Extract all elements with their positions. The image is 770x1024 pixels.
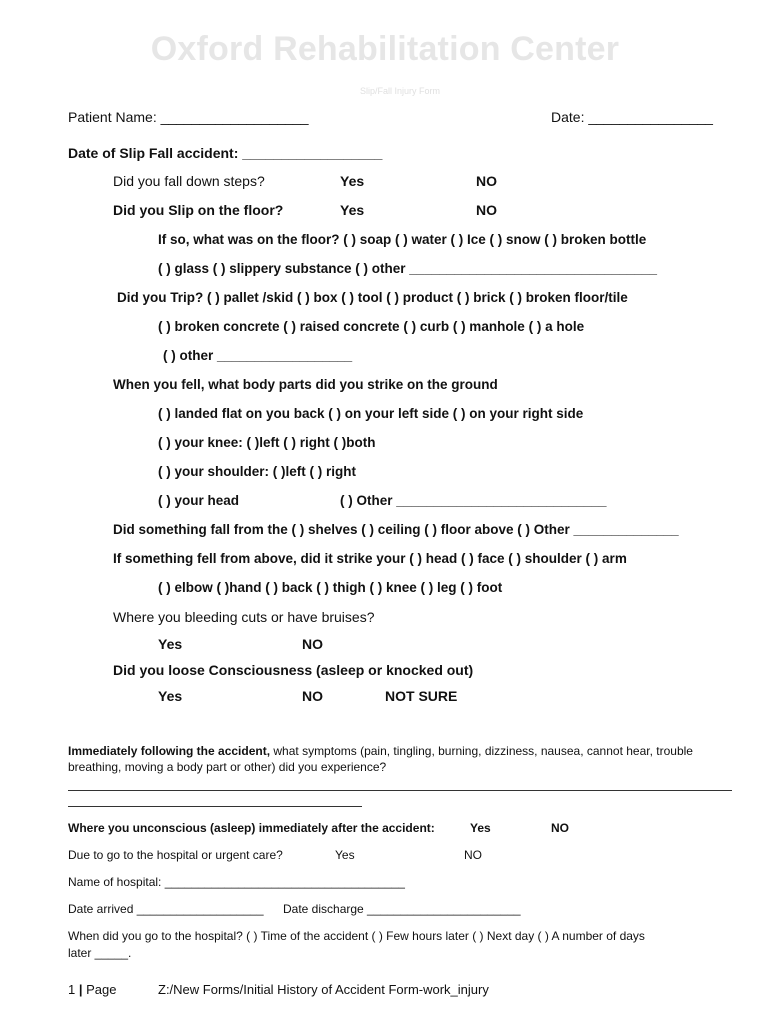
- symptoms-lead: Immediately following the accident,: [68, 744, 271, 758]
- bleeding-question: Where you bleeding cuts or have bruises?: [113, 609, 375, 625]
- slip-no-option[interactable]: NO: [476, 202, 497, 218]
- strike-options-line1[interactable]: ( ) landed flat on you back ( ) on your left side ( ) on your right side: [158, 406, 584, 421]
- consciousness-yes-option[interactable]: Yes: [158, 688, 183, 704]
- steps-question: Did you fall down steps?: [113, 173, 265, 189]
- bleeding-no-option[interactable]: NO: [302, 636, 323, 652]
- slip-yes-option[interactable]: Yes: [340, 202, 365, 218]
- strike-options-line2[interactable]: ( ) your knee: ( )left ( ) right ( )both: [158, 435, 376, 450]
- symptoms-question: [68, 744, 693, 758]
- form-title: Oxford Rehabilitation Center: [150, 30, 620, 68]
- accident-date-field[interactable]: Date of Slip Fall accident: __________________: [68, 145, 383, 161]
- symptoms-answer-line2[interactable]: [68, 806, 362, 807]
- consciousness-question: Did you loose Consciousness (asleep or knocked out): [113, 662, 474, 678]
- document-path: Z:/New Forms/Initial History of Accident Form-work_injury: [158, 982, 489, 997]
- patient-name-field[interactable]: Patient Name: ___________________: [68, 109, 309, 125]
- floor-options-line1[interactable]: If so, what was on the floor? ( ) soap ( ) water ( ) Ice ( ) snow ( ) broken bottle: [158, 232, 647, 247]
- hospital-due-question: Due to go to the hospital or urgent care?: [68, 848, 283, 862]
- date-field[interactable]: Date: ________________: [551, 109, 713, 125]
- trip-options-line2[interactable]: ( ) broken concrete ( ) raised concrete ( ) curb ( ) manhole ( ) a hole: [158, 319, 585, 334]
- steps-no-option[interactable]: NO: [476, 173, 497, 189]
- consciousness-no-option[interactable]: NO: [302, 688, 323, 704]
- symptoms-rest: what symptoms (pain, tingling, burning, dizziness, nausea, cannot hear, trouble: [270, 744, 693, 758]
- symptoms-question-line2: breathing, moving a body part or other) did you experience?: [68, 760, 387, 774]
- trip-options-line1[interactable]: Did you Trip? ( ) pallet /skid ( ) box ( ) tool ( ) product ( ) brick ( ) broken floor/tile: [117, 290, 628, 305]
- unconscious-yes-option[interactable]: Yes: [470, 821, 491, 835]
- page-label: Page: [86, 982, 117, 997]
- strike-options-line3[interactable]: ( ) your shoulder: ( )left ( ) right: [158, 464, 356, 479]
- fell-above-line2[interactable]: ( ) elbow ( )hand ( ) back ( ) thigh ( ) knee ( ) leg ( ) foot: [158, 580, 503, 595]
- page-separator: |: [78, 982, 83, 997]
- trip-options-line3[interactable]: ( ) other __________________: [163, 348, 353, 363]
- steps-yes-option[interactable]: Yes: [340, 173, 365, 189]
- date-arrived-field[interactable]: Date arrived ___________________: [68, 902, 264, 916]
- consciousness-not-sure-option[interactable]: NOT SURE: [385, 688, 458, 704]
- strike-head-option[interactable]: ( ) your head: [158, 493, 240, 508]
- hospital-name-field[interactable]: Name of hospital: ____________________________________: [68, 875, 405, 889]
- strike-question: When you fell, what body parts did you strike on the ground: [113, 377, 498, 392]
- symptoms-answer-line1[interactable]: [68, 790, 732, 791]
- hospital-due-no-option[interactable]: NO: [464, 848, 482, 862]
- floor-options-line2[interactable]: ( ) glass ( ) slippery substance ( ) other _________________________________: [158, 261, 658, 276]
- unconscious-no-option[interactable]: NO: [551, 821, 569, 835]
- hospital-timing-line1[interactable]: When did you go to the hospital? ( ) Time of the accident ( ) Few hours later ( ) Next day ( ) A number of days: [68, 929, 645, 943]
- fall-from-question[interactable]: Did something fall from the ( ) shelves ( ) ceiling ( ) floor above ( ) Other ______________: [113, 522, 679, 537]
- hospital-timing-line2[interactable]: later _____.: [68, 946, 132, 960]
- page-footer: [68, 982, 117, 997]
- hospital-due-yes-option[interactable]: Yes: [335, 848, 355, 862]
- bleeding-yes-option[interactable]: Yes: [158, 636, 183, 652]
- fell-above-line1[interactable]: If something fell from above, did it strike your ( ) head ( ) face ( ) shoulder ( ) arm: [113, 551, 627, 566]
- unconscious-question: Where you unconscious (asleep) immediately after the accident:: [68, 821, 435, 835]
- strike-other-option[interactable]: ( ) Other ____________________________: [340, 493, 607, 508]
- slip-question: Did you Slip on the floor?: [113, 202, 284, 218]
- page-number: 1: [68, 982, 76, 997]
- date-discharge-field[interactable]: Date discharge _______________________: [283, 902, 521, 916]
- form-subtitle: Slip/Fall Injury Form: [359, 86, 440, 96]
